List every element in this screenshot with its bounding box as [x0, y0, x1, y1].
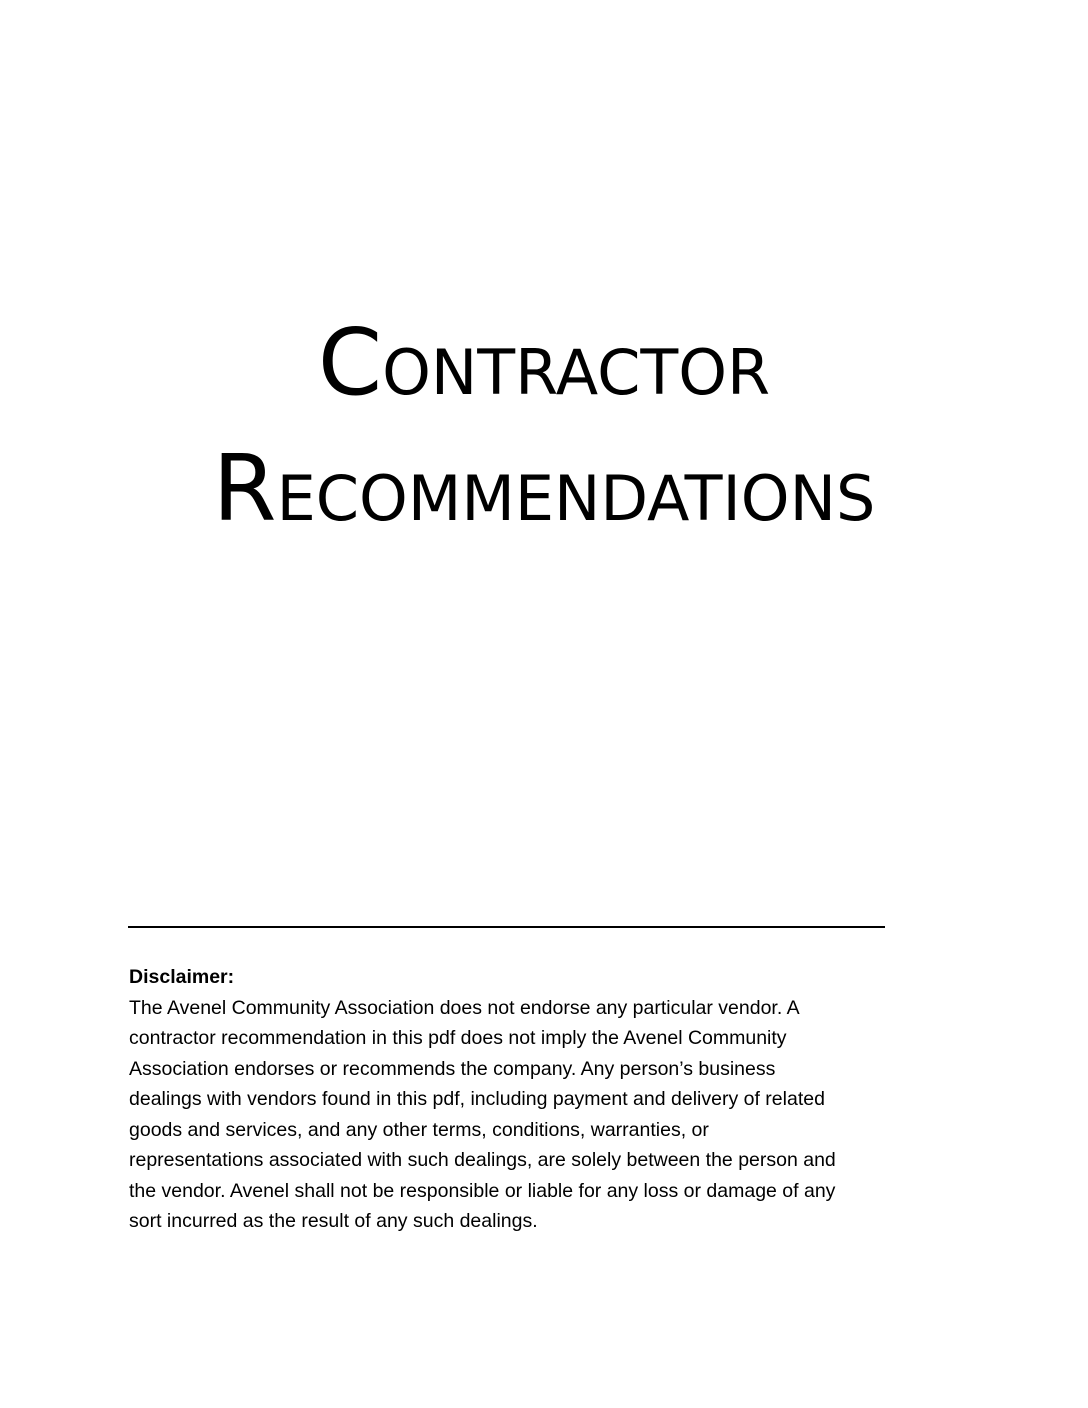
disclaimer-heading: Disclaimer:: [129, 966, 235, 988]
disclaimer-line: contractor recommendation in this pdf does not imply the Avenel Community: [129, 1027, 787, 1049]
title-line-2-initial: R: [212, 435, 277, 542]
title-line-2-rest: ECOMMENDATIONS: [276, 462, 876, 535]
disclaimer-line: representations associated with such dealings, are solely between the person and: [129, 1149, 836, 1171]
horizontal-divider: [128, 926, 885, 928]
disclaimer-line: the vendor. Avenel shall not be responsible or liable for any loss or damage of any: [129, 1179, 836, 1202]
title-line-1-initial: C: [317, 309, 383, 416]
disclaimer-line: sort incurred as the result of any such dealings.: [129, 1210, 538, 1232]
title-line-1-rest: ONTRACTOR: [382, 336, 771, 409]
page-title: [0, 305, 1088, 557]
disclaimer-line: Association endorses or recommends the company. Any person’s business: [129, 1057, 776, 1080]
disclaimer-section: [129, 962, 969, 1237]
disclaimer-line: The Avenel Community Association does not endorse any particular vendor. A: [129, 996, 800, 1019]
disclaimer-line: goods and services, and any other terms, conditions, warranties, or: [129, 1118, 709, 1141]
title-line-1: [0, 305, 1088, 431]
disclaimer-line: dealings with vendors found in this pdf, including payment and delivery of related: [129, 1088, 825, 1110]
title-line-2: [0, 431, 1088, 557]
